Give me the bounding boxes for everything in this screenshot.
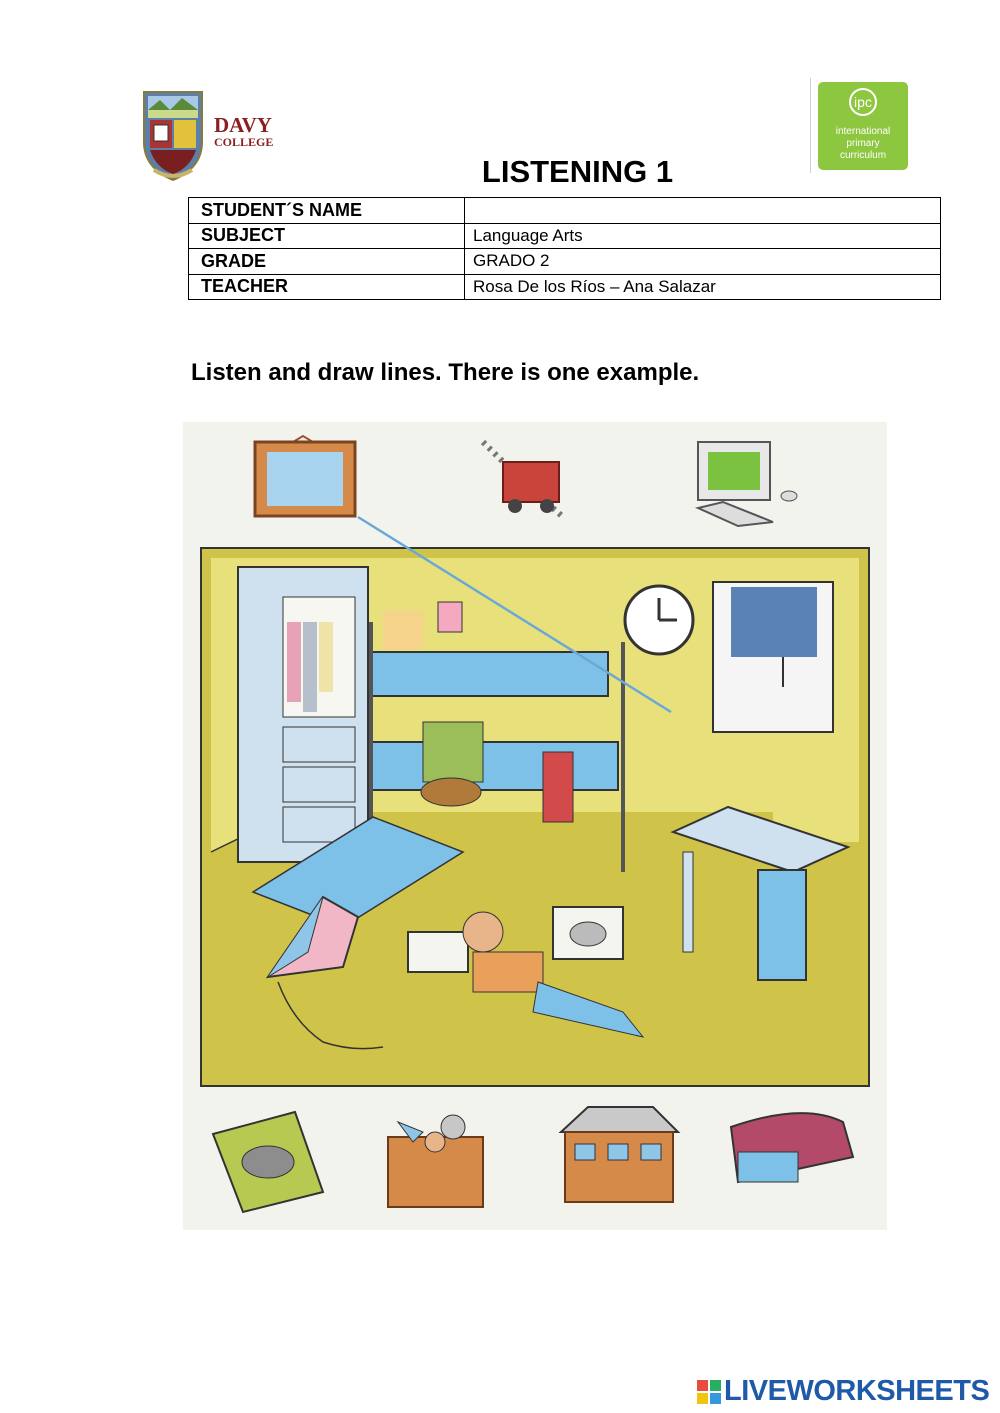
table-row (189, 274, 941, 300)
student-name-label: STUDENT´S NAME (189, 198, 465, 224)
bedroom-picture (183, 422, 887, 1230)
svg-text:primary: primary (846, 138, 880, 149)
liveworksheets-logo-icon (697, 1380, 721, 1404)
teacher-label: TEACHER (189, 274, 465, 300)
teacher-value: Rosa De los Ríos – Ana Salazar (465, 274, 941, 300)
grade-label: GRADE (189, 249, 465, 275)
table-row (189, 223, 941, 249)
window (713, 582, 833, 732)
page-title: LISTENING 1 (481, 154, 674, 189)
table-row (189, 198, 941, 224)
subject-label: SUBJECT (189, 223, 465, 249)
table-row (189, 249, 941, 275)
grade-value: GRADO 2 (465, 249, 941, 275)
wardrobe (238, 567, 368, 862)
doll-house-item[interactable] (561, 1107, 678, 1202)
student-info-table (188, 197, 941, 300)
svg-text:curriculum: curriculum (839, 150, 887, 161)
student-name-field[interactable] (465, 198, 941, 224)
davy-college-wordmark (214, 112, 294, 152)
elephant-picture (553, 907, 623, 959)
svg-text:COLLEGE: COLLEGE (214, 135, 274, 149)
svg-text:DAVY: DAVY (214, 113, 272, 137)
mirror-item[interactable] (255, 436, 355, 516)
subject-value: Language Arts (465, 223, 941, 249)
liveworksheets-brand[interactable]: LIVEWORKSHEETS (724, 1375, 990, 1407)
exercise-instruction: Listen and draw lines. There is one example. (191, 359, 700, 386)
svg-text:international: international (835, 126, 891, 137)
svg-text:ipc: ipc (854, 94, 872, 110)
wall-clock (625, 586, 693, 654)
